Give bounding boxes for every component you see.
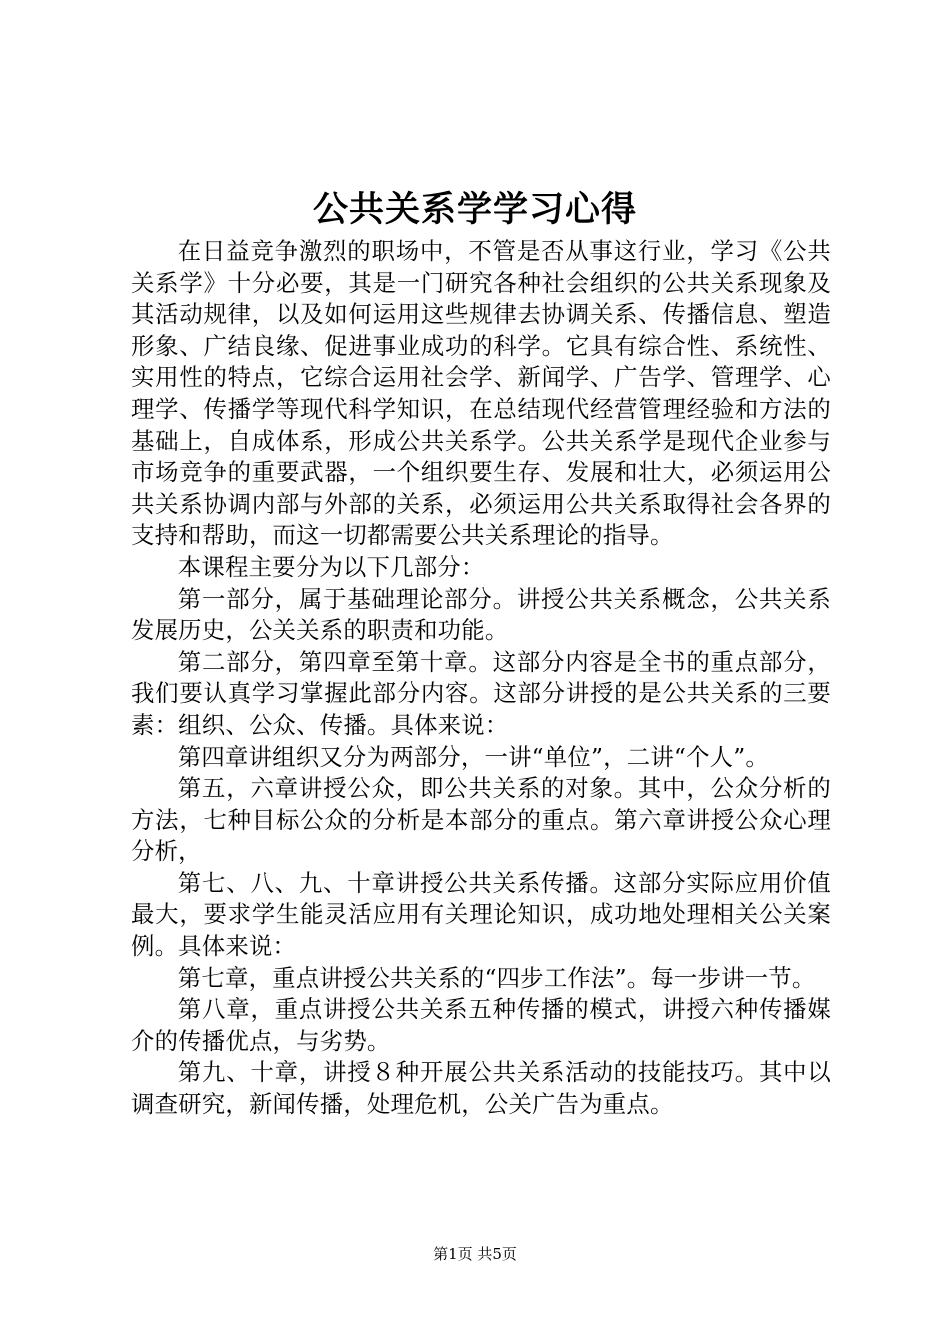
body-paragraph: 第九、十章，讲授８种开展公共关系活动的技能技巧。其中以调查研究，新闻传播，处理危机，公关广告为重点。	[131, 1058, 831, 1119]
body-paragraph: 第七、八、九、十章讲授公共关系传播。这部分实际应用价值最大，要求学生能灵活应用有关理论知识，成功地处理相关公关案例。具体来说：	[131, 868, 831, 961]
body-paragraph: 第二部分，第四章至第十章。这部分内容是全书的重点部分，我们要认真学习掌握此部分内容。这部分讲授的是公共关系的三要素：组织、公众、传播。具体来说：	[131, 647, 831, 739]
page-footer	[0, 1244, 950, 1264]
body-paragraph: 第五，六章讲授公众，即公共关系的对象。其中，公众分析的方法，七种目标公众的分析是本部分的重点。第六章讲授公众心理分析，	[131, 774, 831, 866]
page-indicator: 第1页 共5页	[433, 1245, 517, 1263]
body-paragraph: 在日益竞争激烈的职场中，不管是否从事这行业，学习《公共关系学》十分必要，其是一门研究各种社会组织的公共关系现象及其活动规律，以及如何运用这些规律去协调关系、传播信息、塑造形象、广结良缘、促进事业成功的科学。它具有综合性、系统性、实用性的特点，它综合运用社会学、新闻学、广告学、管理学、心理学、传播学等现代科学知识，在总结现代经营管理经验和方法的基础上，自成体系，形成公共关系学。公共关系学是现代企业参与市场竞争的重要武器，一个组织要生存、发展和壮大，必须运用公共关系协调内部与外部的关系，必须运用公共关系取得社会各界的支持和帮助，而这一切都需要公共关系理论的指导。	[131, 237, 831, 550]
body-paragraph: 本课程主要分为以下几部分：	[177, 552, 485, 581]
body-paragraph: 第七章，重点讲授公共关系的“四步工作法”。每一步讲一节。	[177, 963, 816, 992]
document-body	[131, 236, 831, 1121]
body-paragraph: 第八章，重点讲授公共关系五种传播的模式，讲授六种传播媒介的传播优点，与劣势。	[131, 995, 831, 1055]
body-paragraph: 第四章讲组织又分为两部分，一讲“单位”，二讲“个人”。	[177, 742, 770, 771]
document-title: 公共关系学学习心得	[312, 189, 637, 230]
body-paragraph: 第一部分，属于基础理论部分。讲授公共关系概念，公共关系发展历史，公关关系的职责和功能。	[131, 584, 831, 645]
